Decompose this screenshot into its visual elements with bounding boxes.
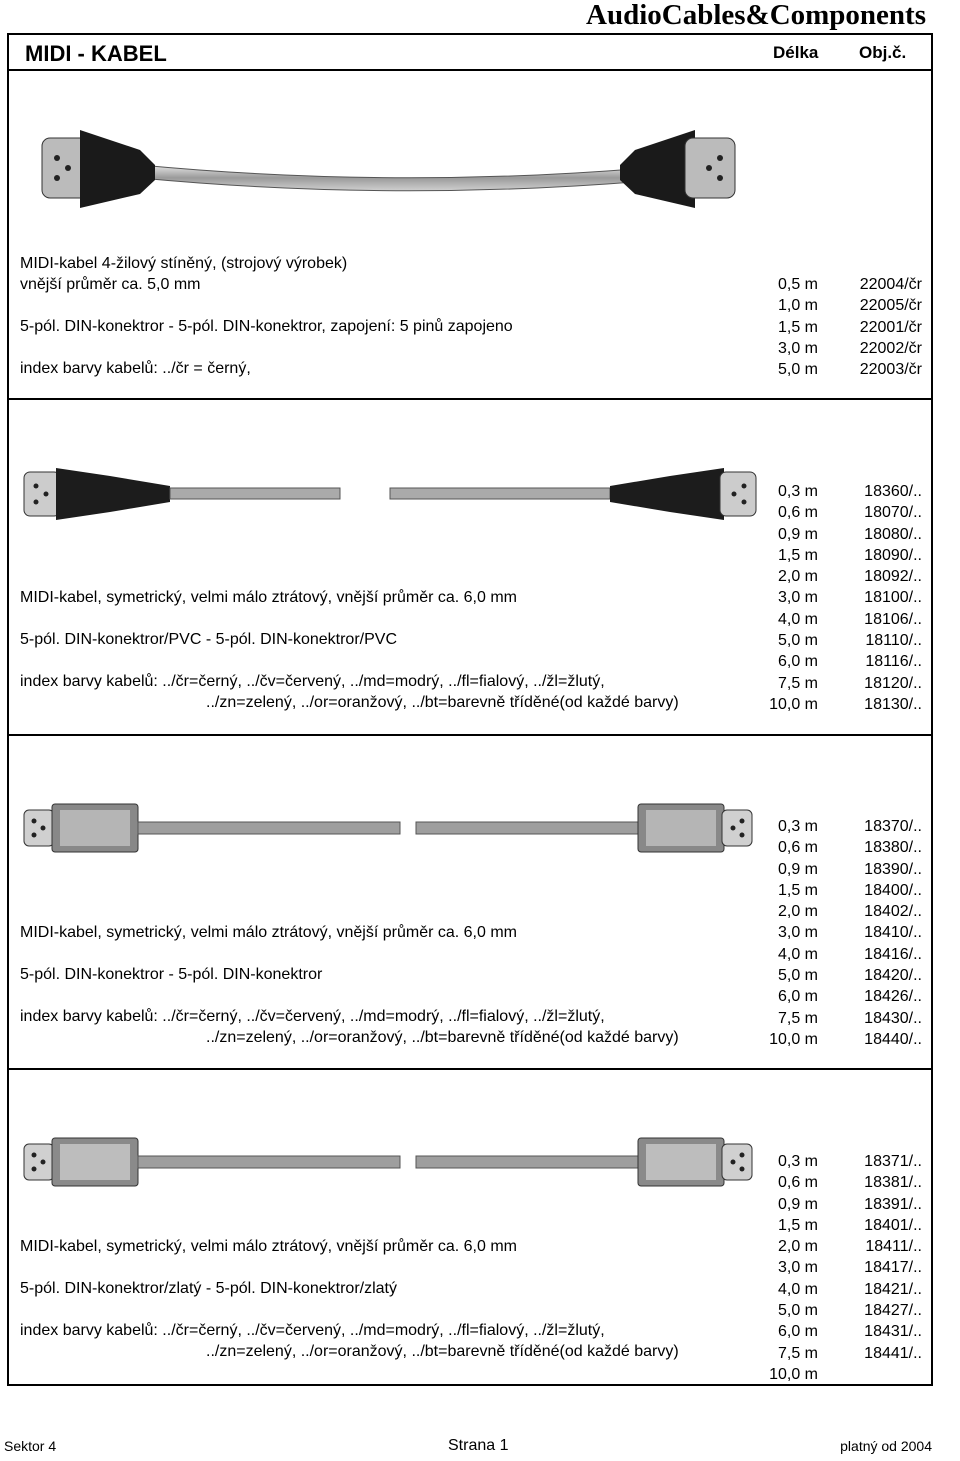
midi-cable-pvc-connector-icon	[20, 464, 760, 524]
length-list: 0,3 m 0,6 m 0,9 m 1,5 m 2,0 m 3,0 m 4,0 m 5,0 m 6,0 m 7,5 m 10,0 m	[769, 483, 818, 713]
product-description: MIDI-kabel, symetrický, velmi málo ztrátový, vnější průměr ca. 6,0 mm 5-pól. DIN-konektror/PVC - 5-pól. DIN-konektror/PVC index barvy kabelů: ../čr=černý, ../čv=červený, ../md=modrý, ../fl=fialový, ../žl=žlutý, ../zn=zelený, ../or=oranžový, ../bt=barevně tříděné(od každé barvy)	[20, 589, 679, 711]
midi-cable-gold-connector-icon	[20, 1134, 760, 1190]
code-list: 18370/.. 18380/.. 18390/.. 18400/.. 18402/.. 18410/.. 18416/.. 18420/.. 18426/.. 18430/.. 18440/..	[864, 818, 922, 1048]
code-column-header: Obj.č.	[859, 43, 907, 62]
section-divider	[7, 1068, 933, 1070]
length-list: 0,5 m 1,0 m 1,5 m 3,0 m 5,0 m	[777, 276, 818, 379]
code-list: 18371/.. 18381/.. 18391/.. 18401/.. 18411/.. 18417/.. 18421/.. 18427/.. 18431/.. 18441/..	[864, 1153, 922, 1362]
page-title: MIDI - KABEL	[25, 41, 167, 66]
length-list: 0,3 m 0,6 m 0,9 m 1,5 m 2,0 m 3,0 m 4,0 m 5,0 m 6,0 m 7,5 m 10,0 m	[769, 818, 818, 1048]
midi-cable-black-molded-icon	[20, 120, 760, 220]
length-column-header: Délka	[773, 43, 819, 62]
product-description: MIDI-kabel 4-žilový stíněný, (strojový výrobek) vnější průměr ca. 5,0 mm 5-pól. DIN-konektror - 5-pól. DIN-konektror, zapojení: 5 pinů zapojeno index barvy kabelů: ../čr = černý,	[20, 255, 513, 377]
footer-sector: Sektor 4	[4, 1438, 57, 1454]
code-list: 18360/.. 18070/.. 18080/.. 18090/.. 18092/.. 18100/.. 18106/.. 18110/.. 18116/.. 18120/.. 18130/..	[864, 483, 922, 713]
section-divider	[7, 734, 933, 736]
section-divider	[7, 398, 933, 400]
length-list: 0,3 m 0,6 m 0,9 m 1,5 m 2,0 m 3,0 m 4,0 m 5,0 m 6,0 m 7,5 m 10,0 m	[769, 1153, 818, 1383]
footer-valid-from: platný od 2004	[840, 1438, 932, 1454]
product-description: MIDI-kabel, symetrický, velmi málo ztrátový, vnější průměr ca. 6,0 mm 5-pól. DIN-konektror - 5-pól. DIN-konektror index barvy kabelů: ../čr=černý, ../čv=červený, ../md=modrý, ../fl=fialový, ../žl=žlutý, ../zn=zelený, ../or=oranžový, ../bt=barevně tříděné(od každé barvy)	[20, 924, 679, 1046]
footer-page-number: Strana 1	[448, 1437, 509, 1454]
code-list: 22004/čr 22005/čr 22001/čr 22002/čr 22003/čr	[859, 276, 922, 379]
table-header	[7, 33, 933, 71]
product-description: MIDI-kabel, symetrický, velmi málo ztrátový, vnější průměr ca. 6,0 mm 5-pól. DIN-konektror/zlatý - 5-pól. DIN-konektror/zlatý index barvy kabelů: ../čr=černý, ../čv=červený, ../md=modrý, ../fl=fialový, ../žl=žlutý, ../zn=zelený, ../or=oranžový, ../bt=barevně tříděné(od každé barvy)	[20, 1238, 679, 1360]
brand-title: AudioCables&Components	[586, 0, 926, 31]
midi-cable-metal-connector-icon	[20, 800, 760, 856]
